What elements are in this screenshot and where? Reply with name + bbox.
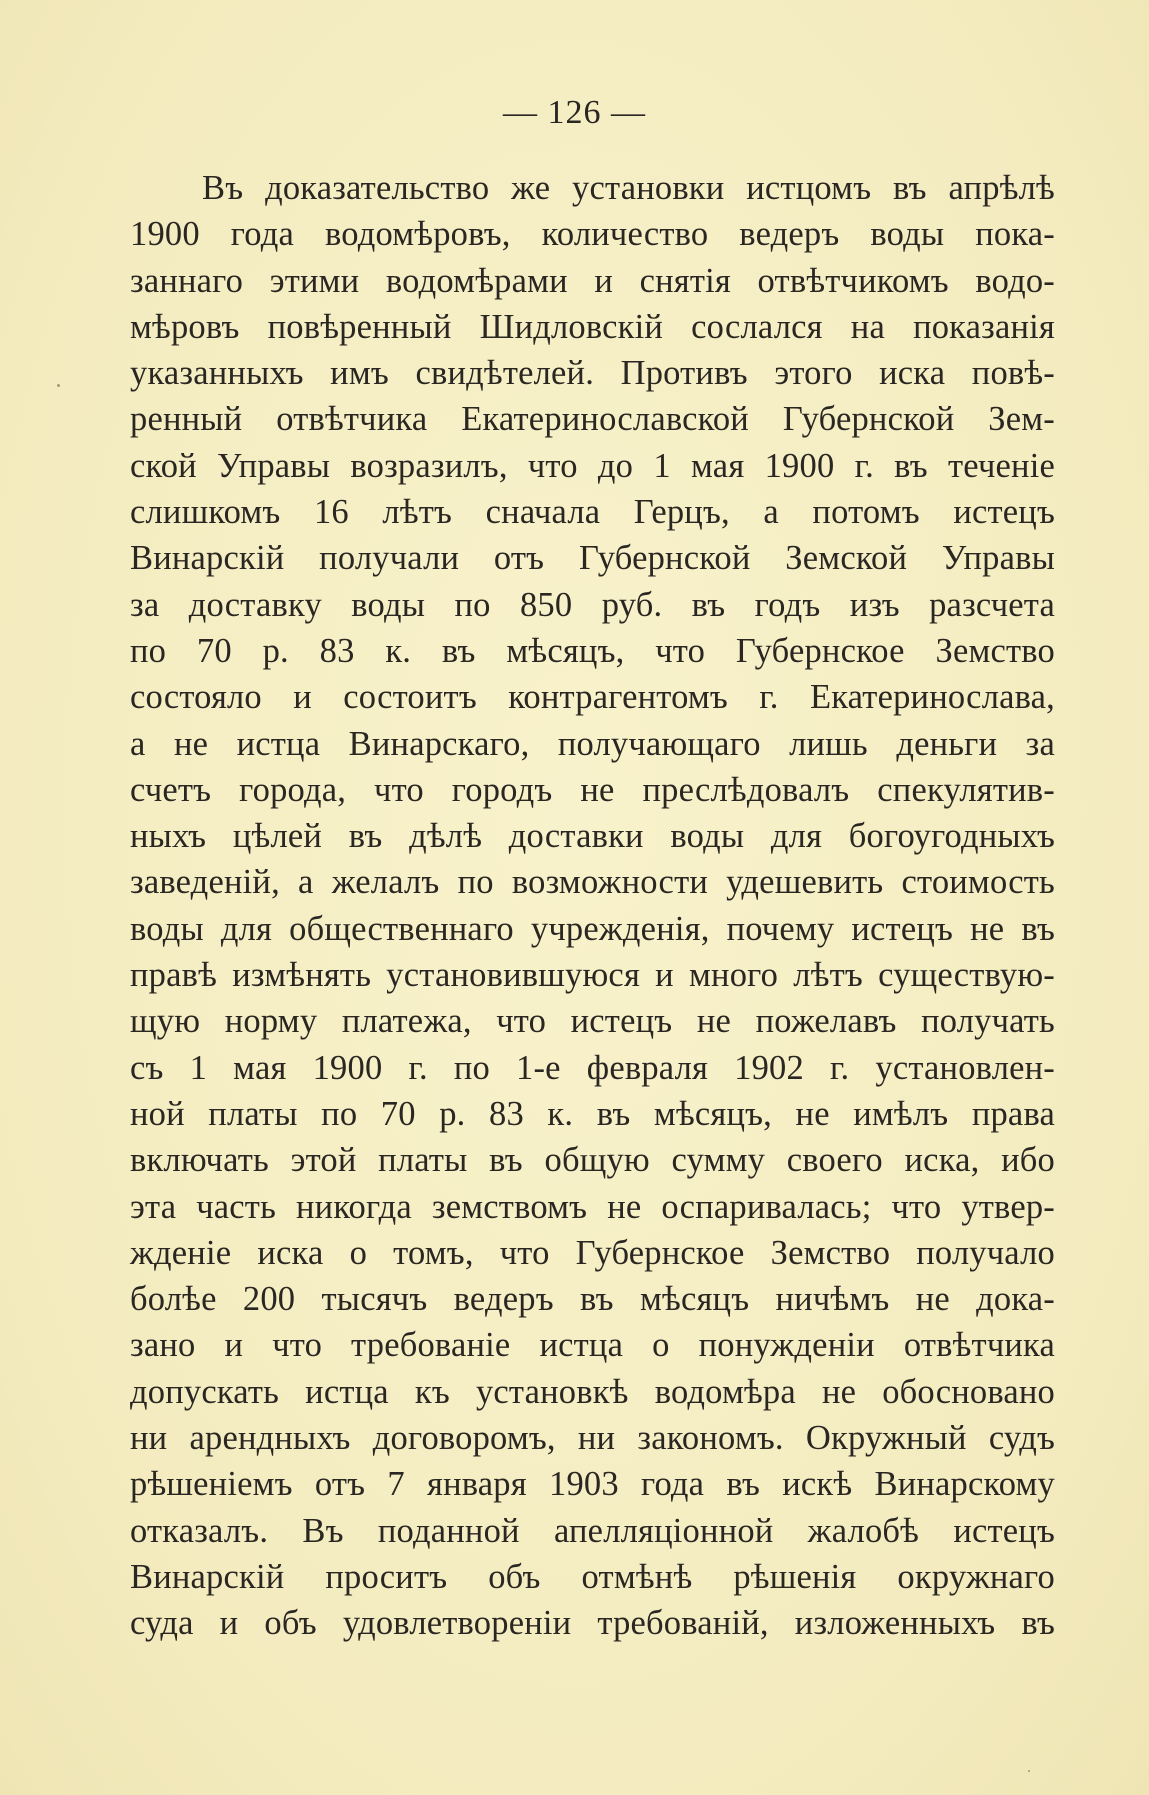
text-line-12: состояло и состоитъ контрагентомъ г. Екатеринослава, — [130, 678, 1055, 717]
text-line-11: по 70 р. 83 к. въ мѣсяцъ, что Губернское Земство — [130, 631, 1055, 670]
text-line-30: отказалъ. Въ поданной апелляціонной жалобѣ истецъ — [130, 1511, 1055, 1550]
text-line-6: ренный отвѣтчика Екатеринославской Губернской Зем- — [130, 400, 1055, 439]
text-line-31: Винарскій проситъ объ отмѣнѣ рѣшенія окружнаго — [130, 1557, 1055, 1596]
text-line-24: жденіе иска о томъ, что Губернское Земство получало — [130, 1233, 1055, 1272]
text-line-7: ской Управы возразилъ, что до 1 мая 1900 г. въ теченіе — [130, 446, 1055, 485]
text-line-28: ни арендныхъ договоромъ, ни закономъ. Окружный судъ — [130, 1419, 1055, 1458]
text-line-18: правѣ измѣнять установившуюся и много лѣтъ существую- — [130, 956, 1055, 995]
text-line-9: Винарскій получали отъ Губернской Земской Управы — [130, 539, 1055, 578]
text-line-15: ныхъ цѣлей въ дѣлѣ доставки воды для богоугодныхъ — [130, 817, 1055, 856]
text-line-32: суда и объ удовлетвореніи требованій, изложенныхъ въ — [130, 1604, 1055, 1643]
text-line-23: эта часть никогда земствомъ не оспаривалась; что утвер- — [130, 1187, 1055, 1226]
text-line-4: мѣровъ повѣренный Шидловскій сослался на показанія — [130, 307, 1055, 346]
text-line-20: съ 1 мая 1900 г. по 1-е февраля 1902 г. установлен- — [130, 1048, 1055, 1087]
body-text — [130, 165, 1055, 1647]
text-line-3: заннаго этими водомѣрами и снятія отвѣтчикомъ водо- — [130, 261, 1055, 300]
text-line-22: включать этой платы въ общую сумму своего иска, ибо — [130, 1141, 1055, 1180]
text-line-19: щую норму платежа, что истецъ не пожелавъ получать — [130, 1002, 1055, 1041]
page-number: — 126 — — [503, 94, 646, 131]
paper-speck — [1028, 1770, 1030, 1772]
text-line-1: Въ доказательство же установки истцомъ въ апрѣлѣ — [202, 169, 1055, 207]
text-line-5: указанныхъ имъ свидѣтелей. Противъ этого иска повѣ- — [130, 354, 1055, 393]
text-line-27: допускать истца къ установкѣ водомѣра не обосновано — [130, 1372, 1055, 1411]
text-line-16: заведеній, а желалъ по возможности удешевить стоимость — [130, 863, 1055, 902]
text-line-10: за доставку воды по 850 руб. въ годъ изъ разсчета — [130, 585, 1055, 624]
text-line-14: счетъ города, что городъ не преслѣдовалъ спекулятив- — [130, 770, 1055, 809]
text-line-2: 1900 года водомѣровъ, количество ведеръ воды пока- — [130, 215, 1055, 254]
text-line-25: болѣе 200 тысячъ ведеръ въ мѣсяцъ ничѣмъ не дока- — [130, 1280, 1055, 1319]
text-line-21: ной платы по 70 р. 83 к. въ мѣсяцъ, не имѣлъ права — [130, 1094, 1055, 1133]
text-line-13: а не истца Винарскаго, получающаго лишь деньги за — [130, 724, 1055, 763]
text-line-17: воды для общественнаго учрежденія, почему истецъ не въ — [130, 909, 1055, 948]
text-line-29: рѣшеніемъ отъ 7 января 1903 года въ искѣ Винарскому — [130, 1465, 1055, 1504]
text-line-8: слишкомъ 16 лѣтъ сначала Герцъ, а потомъ истецъ — [130, 493, 1055, 532]
paper-speck — [57, 384, 60, 387]
text-line-26: зано и что требованіе истца о понужденіи отвѣтчика — [130, 1326, 1055, 1365]
